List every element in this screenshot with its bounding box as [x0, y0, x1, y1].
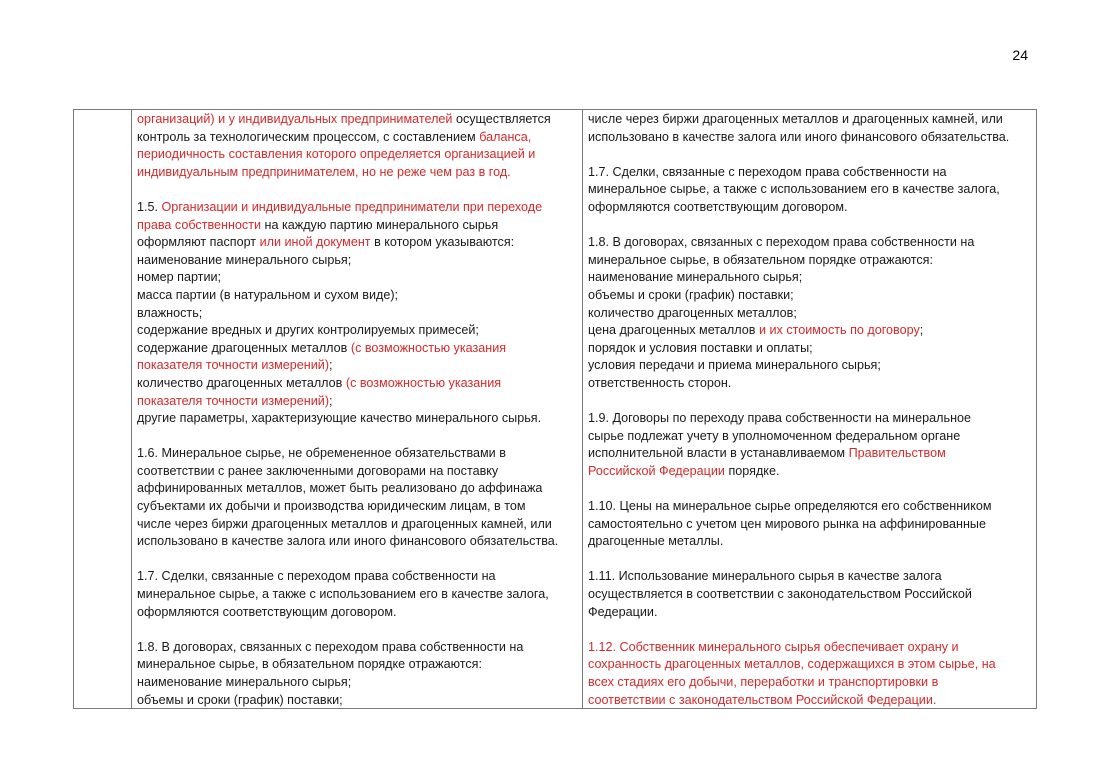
text-run: порядке. 1.10. Цены на минеральное сырье определяются его собственником самостоятельно с учетом цен мирового рынка на аффинированные драгоценные металлы. 1.11. Использование минерального сырья в качестве залога осуществляется в соответствии с законодательством Российской Федерации.	[588, 463, 992, 619]
document-table	[73, 109, 1037, 709]
text-run: в котором указываются: наименование минерального сырья; номер партии; масса партии (в натуральном и сухом виде); влажность; содержание вредных и других контролируемых примесей; содержание драгоценных металлов	[137, 235, 515, 355]
empty-column	[74, 110, 132, 708]
highlighted-text-run: 1.12. Собственник минерального сырья обеспечивает охрану и сохранность драгоценных металлов, содержащихся в этом сырье, на всех стадиях его добычи, переработки и транспортировки в соответствии с законодательством Российской Федерации.	[588, 639, 996, 707]
left-column	[132, 110, 583, 708]
highlighted-text-run: и их стоимость по договору	[755, 323, 920, 338]
highlighted-text-run: баланса, периодичность составления которого определяется организацией и индивидуальным предпринимателем, но не реже чем раз в год.	[137, 129, 536, 179]
text-run: ; порядок и условия поставки и оплаты; условия передачи и приема минерального сырья; ответственность сторон. 1.9. Договоры по переходу права собственности на минеральное сырье подлежат учету в уполномоченном федеральном органе исполнительной власти в устанавливаемом	[588, 323, 972, 461]
text-run: ; другие параметры, характеризующие качество минерального сырья. 1.6. Минеральное сырье, не обремененное обязательствами в соответствии с ранее заключенными договорами на поставку аффинированных металлов, может быть реализовано до аффинажа субъектами их добычи и производства юридическим лицам, в том числе через биржи драгоценных металлов и драгоценных камней, или использовано в качестве залога или иного финансового обязательства. 1.7. Сделки, связанные с переходом права собственности на минеральное сырье, а также с использованием его в качестве залога, оформляются соответствующим договором. 1.8. В договорах, связанных с переходом права собственности на минеральное сырье, в обязательном порядке отражаются: наименование минерального сырья; объемы и сроки (график) поставки;	[137, 393, 559, 707]
highlighted-text-run: Организации и индивидуальные предприниматели при переходе права собственности	[137, 199, 543, 232]
highlighted-text-run: организаций) и у индивидуальных предпринимателей	[137, 112, 453, 126]
text-run: осуществляется контроль за технологическим процессом, с составлением	[137, 112, 551, 144]
page-number: 24	[1012, 47, 1028, 63]
highlighted-text-run: или иной документ	[259, 235, 371, 250]
highlighted-text-run: (с возможностью указания показателя точности измерений)	[137, 375, 502, 408]
text-run: ; количество драгоценных металлов	[137, 358, 343, 390]
text-run: на каждую партию минерального сырья оформляют паспорт	[137, 217, 499, 250]
text-run: числе через биржи драгоценных металлов и драгоценных камней, или использовано в качестве залога или иного финансового обязательства. 1.7. Сделки, связанные с переходом права собственности на минеральное сырье, а также с использованием его в качестве залога, оформляются соответствующим договором. 1.8. В договорах, связанных с переходом права собственности на минеральное сырье, в обязательном порядке отражаются: наименование минерального сырья; объемы и сроки (график) поставки; количество драгоценных металлов; цена драгоценных металлов	[588, 112, 1010, 338]
highlighted-text-run: (с возможностью указания показателя точности измерений)	[137, 340, 507, 373]
left-column-text	[137, 111, 576, 708]
right-column-text	[588, 111, 1030, 708]
highlighted-text-run: Правительством Российской Федерации	[588, 446, 946, 478]
right-column	[583, 110, 1036, 708]
text-run: 1.5.	[137, 199, 159, 214]
